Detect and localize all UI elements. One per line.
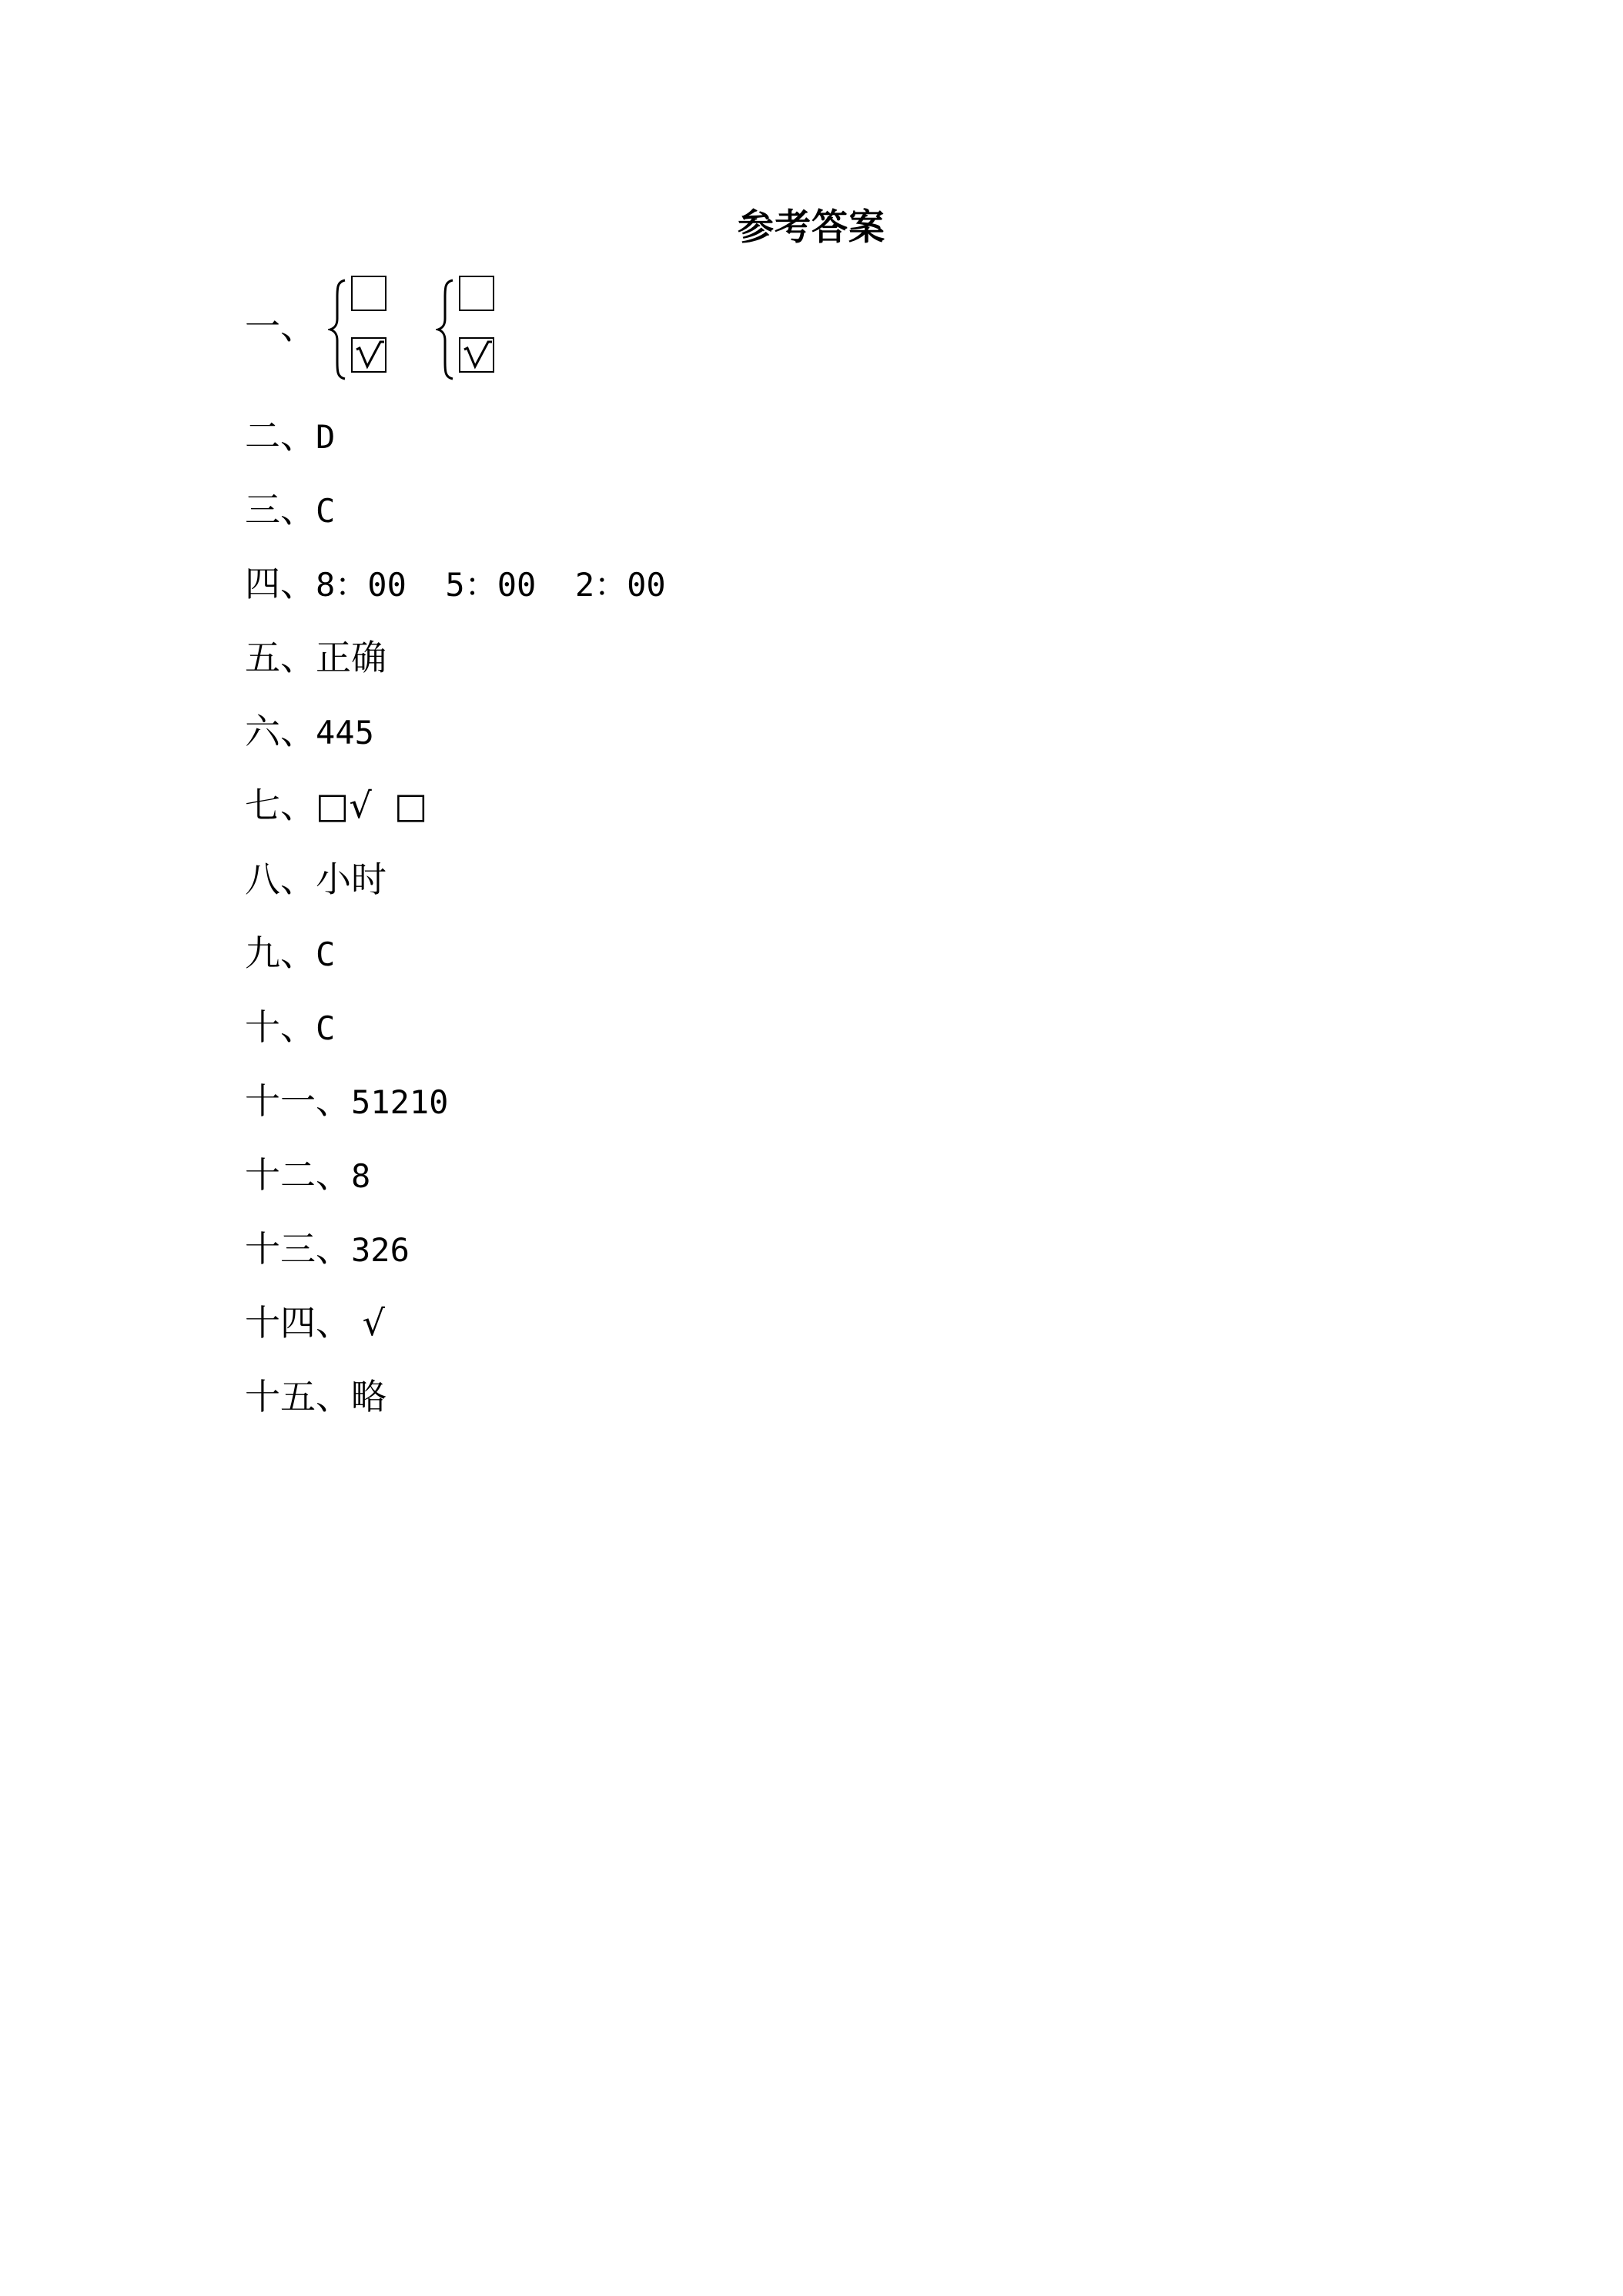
answer-item-1 bbox=[245, 269, 707, 385]
answer-item-7 bbox=[245, 784, 427, 827]
answer-number: 三、 bbox=[245, 489, 316, 530]
answer-item-13 bbox=[245, 1227, 410, 1272]
answer-number: 十五、 bbox=[245, 1376, 351, 1417]
answer-item-10 bbox=[245, 1006, 335, 1050]
answer-value: 8 bbox=[351, 1157, 371, 1195]
answer-number: 九、 bbox=[245, 932, 316, 974]
answer-item-5 bbox=[245, 636, 387, 679]
answer-value: C bbox=[316, 1009, 336, 1047]
answer-item-3 bbox=[245, 488, 335, 533]
left-brace-icon bbox=[436, 279, 456, 380]
left-brace-icon bbox=[328, 279, 348, 380]
answer-value: 正确 bbox=[316, 637, 387, 678]
answer-number: 七、 bbox=[245, 785, 316, 826]
answer-item-11 bbox=[245, 1079, 448, 1124]
answer-value: D bbox=[316, 418, 336, 456]
answer-number: 四、 bbox=[245, 563, 316, 604]
check-icon bbox=[460, 339, 496, 374]
answer-number: 十、 bbox=[245, 1006, 316, 1048]
answer-item-4 bbox=[245, 562, 666, 607]
answer-value: 小时 bbox=[316, 858, 387, 900]
answer-item-9 bbox=[245, 932, 335, 976]
answer-value: C bbox=[316, 492, 336, 530]
answer-value: C bbox=[316, 935, 336, 973]
checkbox-checked bbox=[351, 337, 387, 373]
checkbox-empty bbox=[351, 276, 387, 311]
answer-number: 十二、 bbox=[245, 1154, 351, 1196]
answer-value: 51210 bbox=[351, 1083, 449, 1121]
answer-item-8 bbox=[245, 858, 387, 901]
answer-value: 445 bbox=[316, 714, 374, 751]
answer-item-2 bbox=[245, 414, 335, 459]
answer-value: √ bbox=[351, 1302, 385, 1344]
answer-value: 8：00 5：00 2：00 bbox=[316, 566, 666, 604]
check-icon bbox=[353, 339, 388, 374]
checkbox-checked bbox=[459, 337, 494, 373]
answer-number: 十四、 bbox=[245, 1302, 351, 1344]
page-title: 参考答案 bbox=[738, 206, 885, 249]
answer-number: 二、 bbox=[245, 415, 316, 457]
answer-item-12 bbox=[245, 1153, 370, 1198]
answer-item-15 bbox=[245, 1375, 387, 1418]
answer-number: 十一、 bbox=[245, 1080, 351, 1122]
answer-item-14 bbox=[245, 1301, 385, 1344]
answer-value: 略 bbox=[351, 1376, 387, 1417]
answer-number: 一、 bbox=[245, 306, 316, 347]
answer-value: 326 bbox=[351, 1231, 410, 1269]
answer-number: 十三、 bbox=[245, 1228, 351, 1270]
answer-value: □√ □ bbox=[316, 785, 428, 826]
checkbox-empty bbox=[459, 276, 494, 311]
answer-item-6 bbox=[245, 710, 374, 755]
answer-number: 五、 bbox=[245, 637, 316, 678]
answer-number: 六、 bbox=[245, 711, 316, 752]
answer-number: 八、 bbox=[245, 858, 316, 900]
